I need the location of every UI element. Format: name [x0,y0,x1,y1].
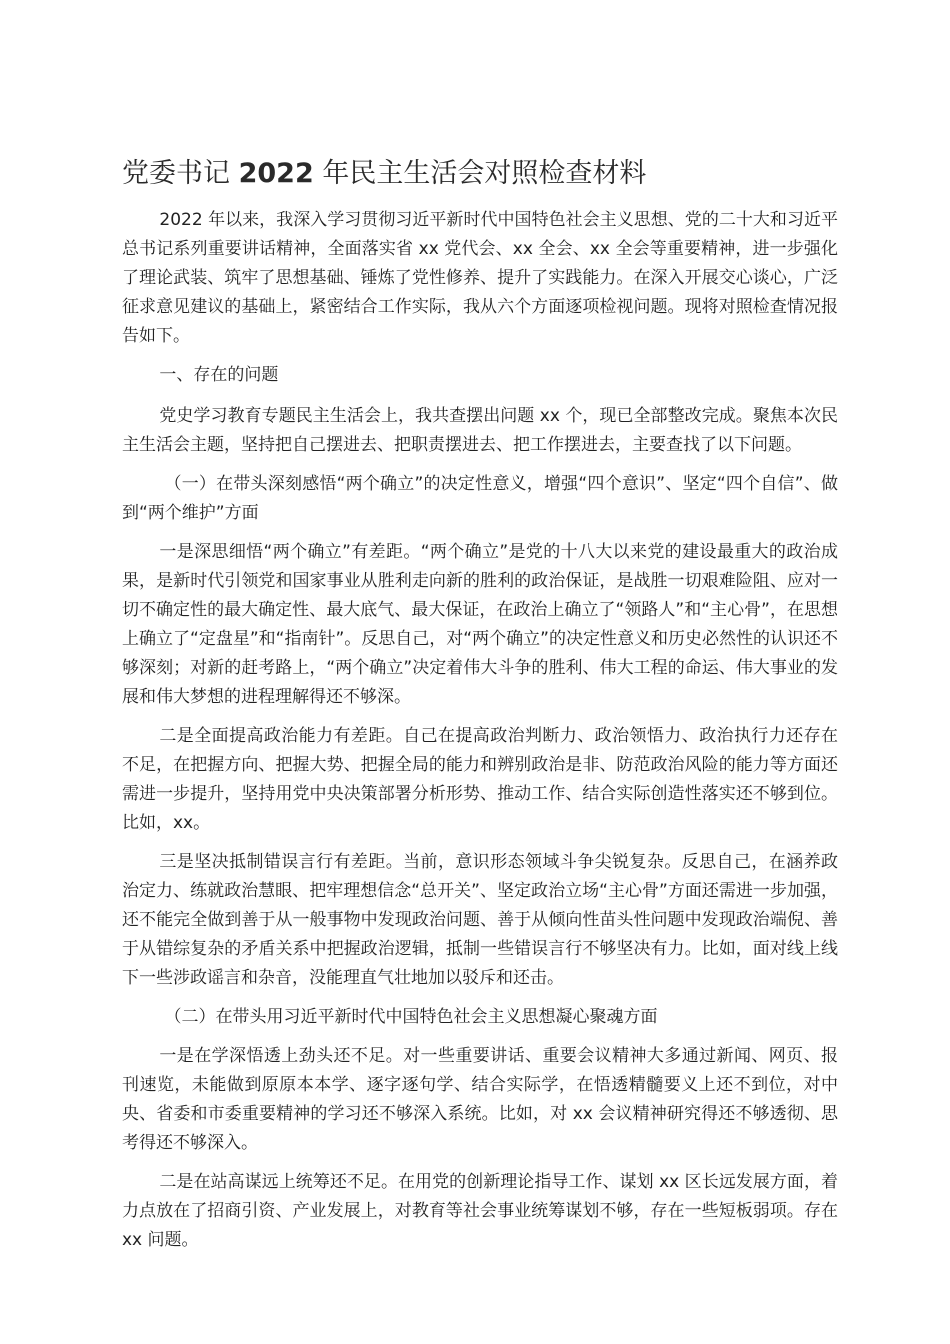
section-heading-problems: 一、存在的问题 [159,365,279,385]
title-suffix: 年民主生活会对照检查材料 [313,158,647,189]
document-title [122,150,838,198]
paragraph-1-2: 二是全面提高政治能力有差距。自己在提高政治判断力、政治领悟力、政治执行力还存在不足，在把握方向、把握大势、把握全局的能力和辨别政治是非、防范政治风险的能力等方面还需进一步提升，坚持用党中央决策部署分析形势、推动工作、结合实际创造性落实还不够到位。比如，xx。 [122,726,838,833]
paragraph-2-1: 一是在学深悟透上劲头还不足。对一些重要讲话、重要会议精神大多通过新闻、网页、报刊速览，未能做到原原本本学、逐字逐句学、结合实际学，在悟透精髓要义上还不到位，对中央、省委和市委重要精神的学习还不够深入系统。比如，对 xx 会议精神研究得还不够透彻、思考得还不够深入。 [122,1046,838,1153]
subsection-heading-2: （二）在带头用习近平新时代中国特色社会主义思想凝心聚魂方面 [164,1007,658,1027]
title-prefix: 党委书记 [122,158,239,189]
document-page [122,150,838,1265]
subsection-heading-1: （一）在带头深刻感悟“两个确立”的决定性意义，增强“四个意识”、坚定“四个自信”、做到“两个维护”方面 [122,474,838,523]
title-year: 2022 [238,158,314,189]
intro-paragraph: 2022 年以来，我深入学习贯彻习近平新时代中国特色社会主义思想、党的二十大和习近平总书记系列重要讲话精神，全面落实省 xx 党代会、xx 全会、xx 全会等重要精神，进一步强化了理论武装、筑牢了思想基础、锤炼了党性修养、提升了实践能力。在深入开展交心谈心，广泛征求意见建议的基础上，紧密结合工作实际，我从六个方面逐项检视问题。现将对照检查情况报告如下。 [122,210,838,346]
paragraph-1-3: 三是坚决抵制错误言行有差距。当前，意识形态领域斗争尖锐复杂。反思自己，在涵养政治定力、练就政治慧眼、把牢理想信念“总开关”、坚定政治立场“主心骨”方面还需进一步加强，还不能完全做到善于从一般事物中发现政治问题、善于从倾向性苗头性问题中发现政治端倪、善于从错综复杂的矛盾关系中把握政治逻辑，抵制一些错误言行不够坚决有力。比如，面对线上线下一些涉政谣言和杂音，没能理直气壮地加以驳斥和还击。 [122,852,838,988]
paragraph-problems-summary: 党史学习教育专题民主生活会上，我共查摆出问题 xx 个，现已全部整改完成。聚焦本次民主生活会主题，坚持把自己摆进去、把职责摆进去、把工作摆进去，主要查找了以下问题。 [122,406,838,455]
paragraph-2-2: 二是在站高谋远上统筹还不足。在用党的创新理论指导工作、谋划 xx 区长远发展方面，着力点放在了招商引资、产业发展上，对教育等社会事业统筹谋划不够，存在一些短板弱项。存在 xx 问题。 [122,1172,838,1250]
paragraph-1-1: 一是深思细悟“两个确立”有差距。“两个确立”是党的十八大以来党的建设最重大的政治成果，是新时代引领党和国家事业从胜利走向新的胜利的政治保证，是战胜一切艰难险阻、应对一切不确定性的最大确定性、最大底气、最大保证，在政治上确立了“领路人”和“主心骨”，在思想上确立了“定盘星”和“指南针”。反思自己，对“两个确立”的决定性意义和历史必然性的认识还不够深刻；对新的赶考路上，“两个确立”决定着伟大斗争的胜利、伟大工程的命运、伟大事业的发展和伟大梦想的进程理解得还不够深。 [122,542,838,707]
